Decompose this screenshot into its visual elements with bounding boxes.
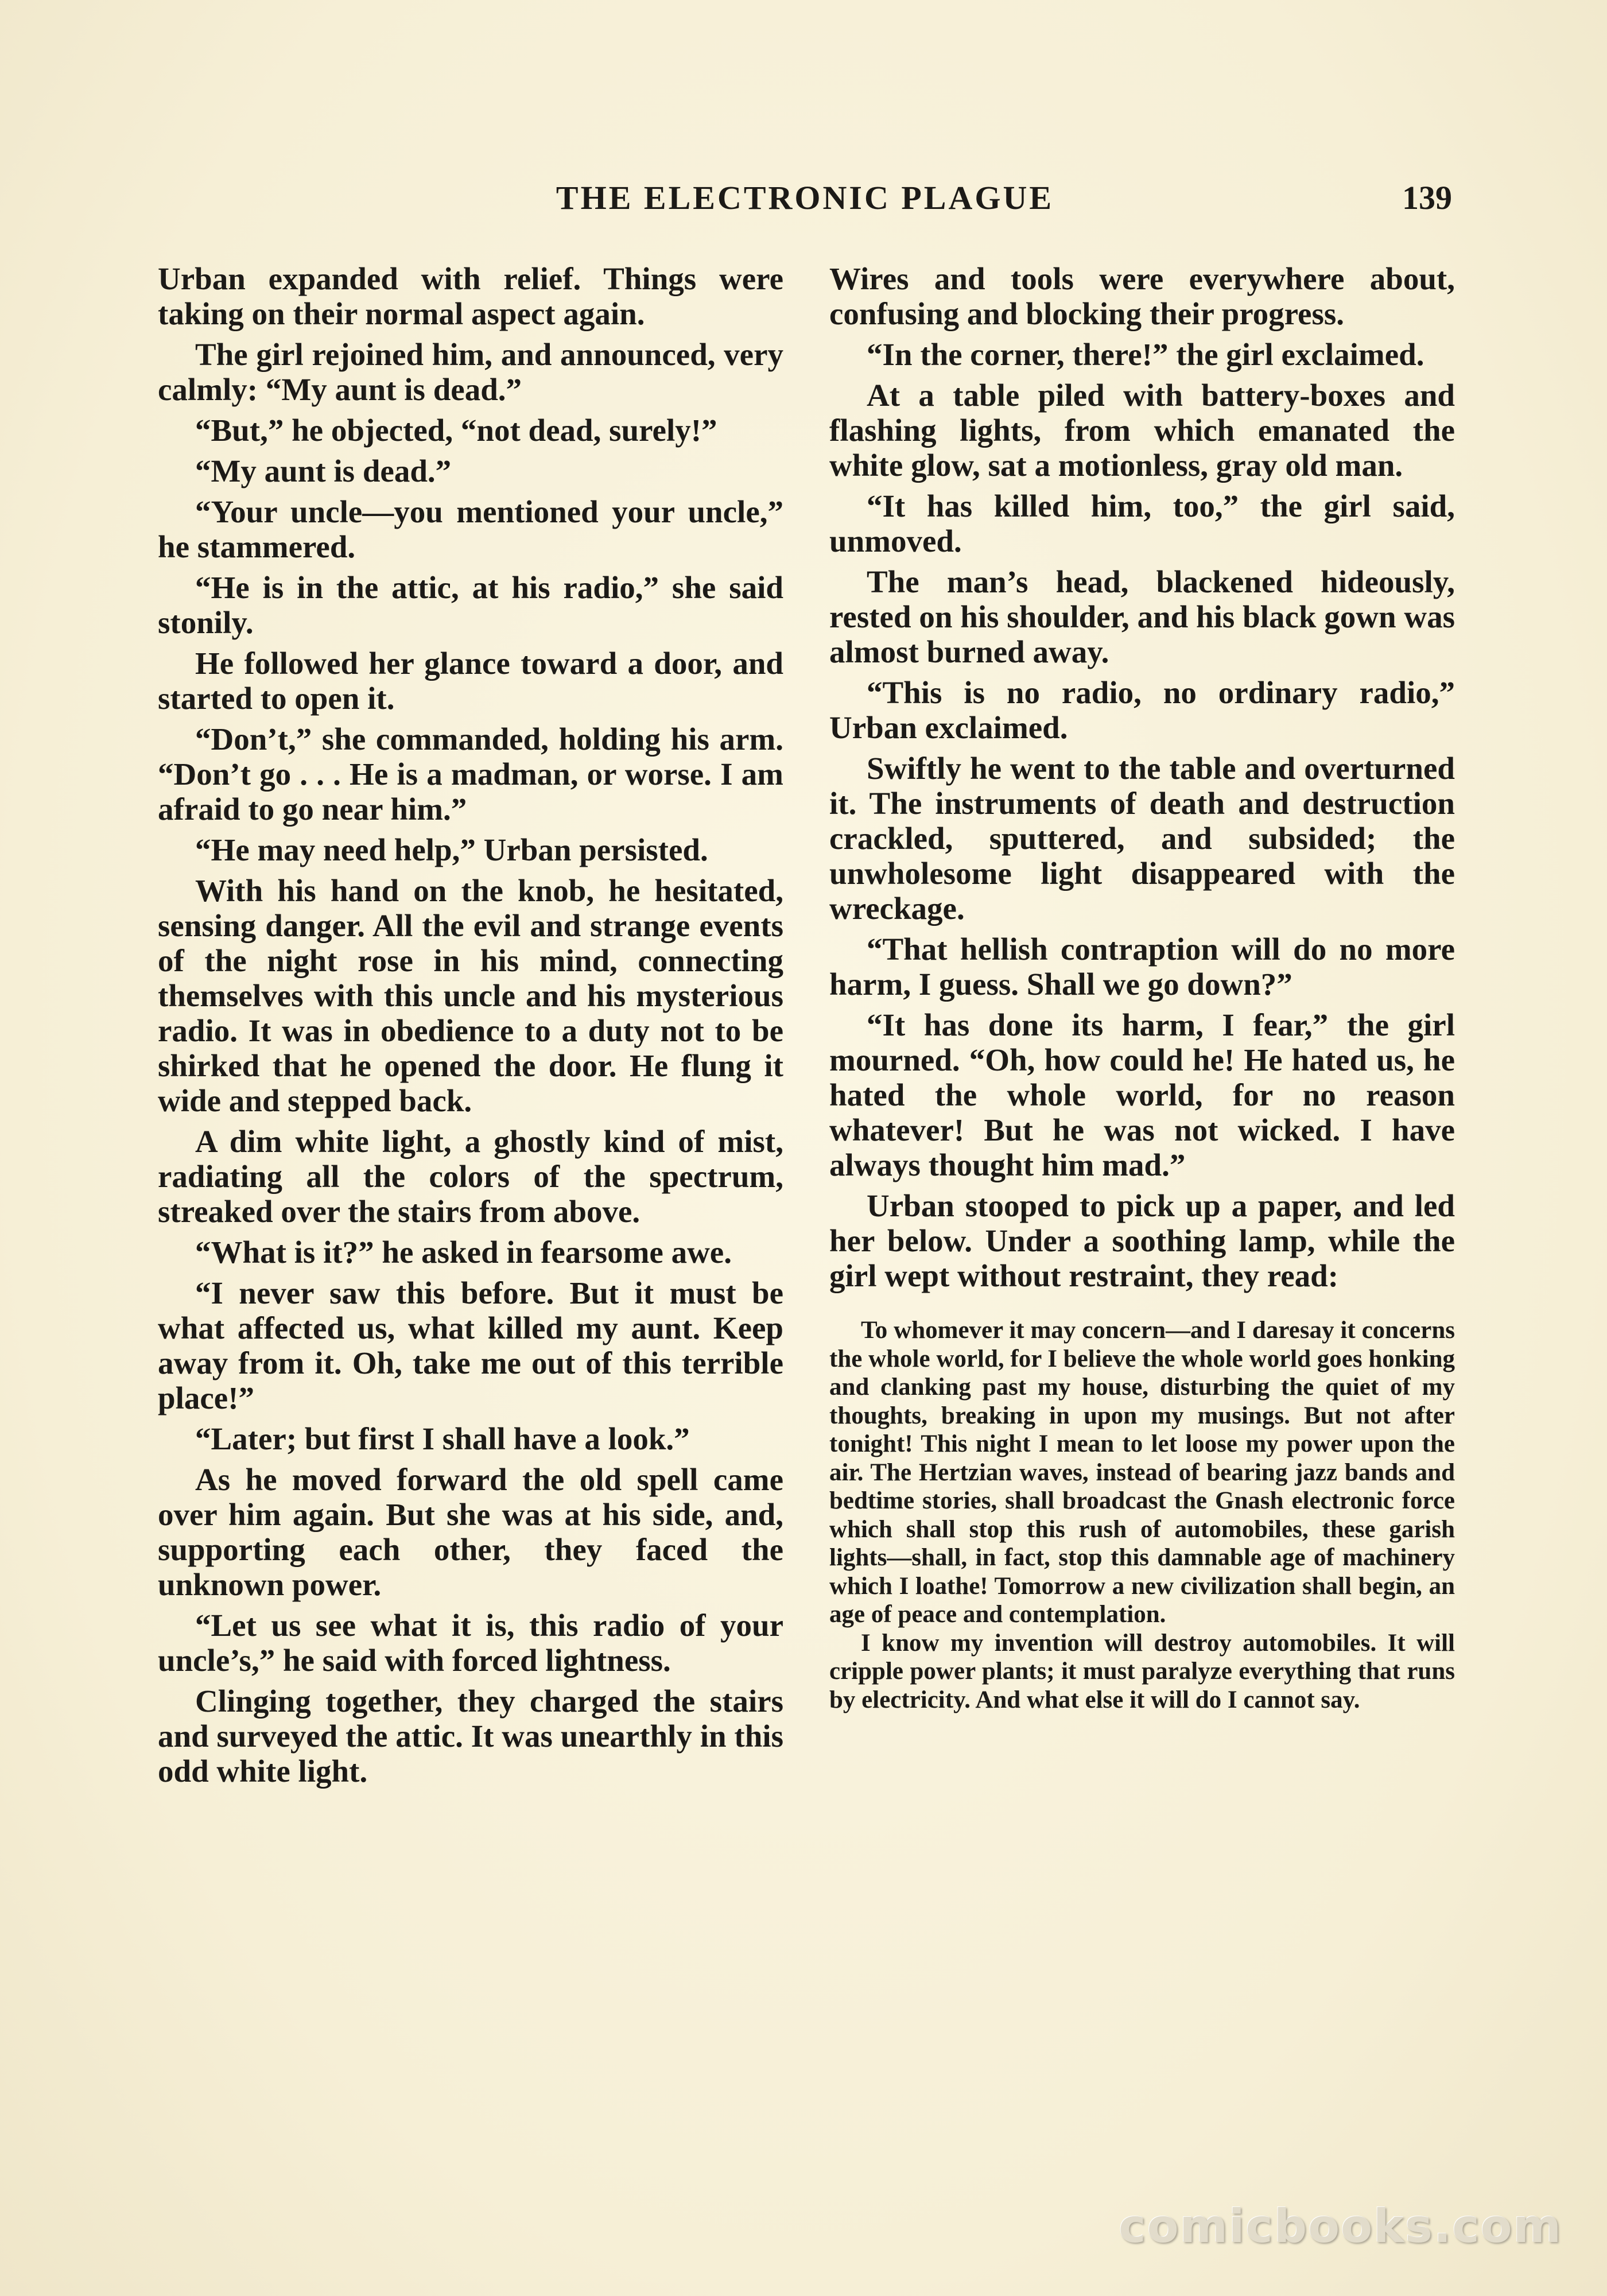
- paragraph: “He is in the attic, at his radio,” she said stonily.: [158, 570, 783, 640]
- paragraph: The girl rejoined him, and announced, very calmly: “My aunt is dead.”: [158, 337, 783, 407]
- paragraph: “My aunt is dead.”: [195, 453, 452, 488]
- paragraph: “Don’t,” she commanded, holding his arm. “Don’t go . . . He is a madman, or worse. I am afraid to go near him.”: [158, 722, 783, 827]
- paragraph: The man’s head, blackened hideously, rested on his shoulder, and his black gown was almost burned away.: [829, 564, 1455, 669]
- paragraph: “He may need help,” Urban persisted.: [195, 832, 708, 867]
- paragraph: “Later; but first I shall have a look.”: [195, 1421, 690, 1456]
- right-column: [829, 261, 1455, 1714]
- paragraph: He followed her glance toward a door, and started to open it.: [158, 646, 783, 716]
- paragraph: “In the corner, there!” the girl exclaimed.: [867, 337, 1424, 372]
- paragraph: “It has done its harm, I fear,” the girl mourned. “Oh, how could he! He hated us, he hated the whole world, for no reason whatever! But he was not wicked. I have always thought him mad.”: [829, 1007, 1455, 1182]
- paragraph: “Let us see what it is, this radio of your uncle’s,” he said with forced lightness.: [158, 1608, 783, 1678]
- paragraph: “What is it?” he asked in fearsome awe.: [195, 1235, 732, 1270]
- paragraph: “This is no radio, no ordinary radio,” Urban exclaimed.: [829, 675, 1455, 745]
- paragraph: A dim white light, a ghostly kind of mist, radiating all the colors of the spectrum, streaked over the stairs from above.: [158, 1124, 783, 1229]
- running-header: [158, 175, 1452, 221]
- paragraph: Swiftly he went to the table and overturned it. The instruments of death and destruction crackled, sputtered, and subsided; the unwholesome light disappeared with the wreckage.: [829, 751, 1455, 926]
- letter-paragraph: To whomever it may concern—and I daresay it concerns the whole world, for I believe the whole world goes honking and clanking past my house, disturbing the quiet of my thoughts, breaking in upon my musings. But not after tonight! This night I mean to let loose my power upon the air. The Hertzian waves, instead of bearing jazz bands and bedtime stories, shall broadcast the Gnash electronic force which shall stop this rush of automobiles, these garish lights—shall, in fact, stop this damnable age of machinery which I loathe! Tomorrow a new civilization shall begin, an age of peace and contemplation.: [829, 1317, 1455, 1628]
- watermark: comicbooks.com: [1119, 2200, 1562, 2253]
- running-title: THE ELECTRONIC PLAGUE: [556, 179, 1054, 216]
- paragraph: With his hand on the knob, he hesitated, sensing danger. All the evil and strange events of the night rose in his mind, connecting themselves with this uncle and his mysterious radio. It was in obedience to a duty not to be shirked that he opened the door. He flung it wide and stepped back.: [158, 873, 783, 1118]
- paragraph: Urban stooped to pick up a paper, and led her below. Under a soothing lamp, while the girl wept without restraint, they read:: [829, 1188, 1455, 1293]
- paragraph: Urban expanded with relief. Things were taking on their normal aspect again.: [158, 261, 783, 331]
- paragraph: As he moved forward the old spell came over him again. But she was at his side, and, supporting each other, they faced the unknown power.: [158, 1462, 783, 1602]
- paragraph: “Your uncle—you mentioned your uncle,” he stammered.: [158, 494, 783, 564]
- paragraph: “It has killed him, too,” the girl said, unmoved.: [829, 488, 1455, 559]
- paragraph: “But,” he objected, “not dead, surely!”: [195, 413, 717, 448]
- paragraph: At a table piled with battery-boxes and flashing lights, from which emanated the white glow, sat a motionless, gray old man.: [829, 378, 1455, 483]
- paragraph: “That hellish contraption will do no more harm, I guess. Shall we go down?”: [829, 932, 1455, 1002]
- letter-excerpt: [829, 1316, 1455, 1714]
- paragraph: “I never saw this before. But it must be what affected us, what killed my aunt. Keep away from it. Oh, take me out of this terrible place!”: [158, 1275, 783, 1415]
- letter-paragraph: I know my invention will destroy automobiles. It will cripple power plants; it must paralyze everything that runs by electricity. And what else it will do I cannot say.: [829, 1629, 1455, 1713]
- page-number: 139: [1402, 179, 1452, 216]
- paragraph: Clinging together, they charged the stairs and surveyed the attic. It was unearthly in this odd white light.: [158, 1684, 783, 1789]
- left-column: [158, 261, 783, 1794]
- paragraph: Wires and tools were everywhere about, confusing and blocking their progress.: [829, 261, 1455, 331]
